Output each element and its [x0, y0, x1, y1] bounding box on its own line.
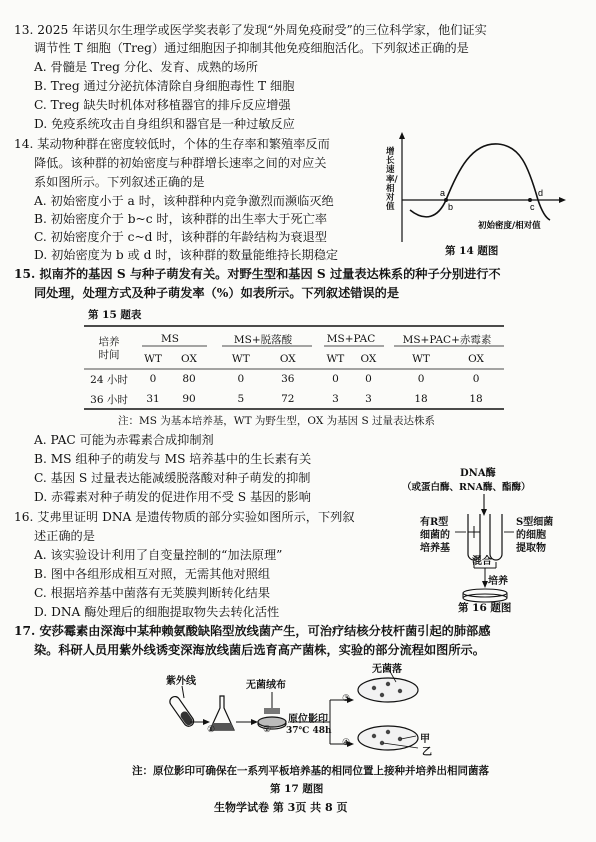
q16-option-b: B. 图中各组形成相互对照，无需其他对照组 — [34, 567, 271, 581]
q15-stem-line1: 15. 拟南芥的基因 S 与种子萌发有关。对野生型和基因 S 过量表达株系的种子分别进行不 — [14, 267, 501, 281]
q16-right-line1: S型细菌 — [516, 517, 554, 528]
q15-cell: 31 — [146, 393, 160, 405]
q15-sub-header: OX — [360, 353, 377, 365]
q17-label-yi: 乙 — [422, 747, 432, 758]
page-footer: 生物学试卷 第 3页 共 8 页 — [214, 801, 348, 814]
q16-option-a: A. 该实验设计利用了自变量控制的“加法原理” — [34, 548, 283, 562]
q15-corner-2: 时间 — [98, 349, 120, 361]
q16-stem-line2: 述正确的是 — [34, 529, 95, 543]
q17-stem-line1: 17. 安莎霉素由深海中某种赖氨酸缺陷型放线菌产生，可治疗结核分枝杆菌引起的肺部感 — [14, 624, 491, 638]
q14-curve — [410, 144, 550, 220]
q15-cell: 0 — [149, 373, 157, 385]
q15-table-title: 第 15 题表 — [88, 309, 142, 321]
q14-point-a: a — [440, 188, 446, 198]
q17-note: 注：原位影印可确保在一系列平板培养基的相同位置上接种并培养出相同菌落 — [132, 765, 489, 777]
q17-stem-line2: 染。科研人员用紫外线诱变深海放线菌后选育高产菌株，实验的部分流程如图所示。 — [34, 643, 485, 657]
q16-left-line3: 培养基 — [420, 543, 450, 554]
q15-cell: 72 — [281, 393, 295, 405]
q16-right-line3: 提取物 — [516, 543, 546, 554]
q13-option-c: C. Treg 缺失时机体对移植器官的排斥反应增强 — [34, 98, 291, 112]
q17-caption: 第 17 题图 — [270, 783, 324, 795]
q15-cell: 0 — [365, 373, 372, 385]
q15-cell: 0 — [332, 373, 339, 385]
table-row — [84, 369, 502, 389]
q14-stem-line2: 降低。该种群的初始密度与种群增长速率之间的对应关 — [34, 156, 327, 170]
q15-option-b: B. MS 组种子的萌发与 MS 培养基中的生长素有关 — [34, 452, 312, 466]
q17-step-1: ① — [207, 725, 216, 735]
q17-cloth-label: 无菌绒布 — [246, 680, 286, 691]
q15-group-header: MS — [161, 333, 179, 345]
q15-cell: 0 — [472, 373, 480, 385]
q15-option-d: D. 赤霉素对种子萌发的促进作用不受 S 基因的影响 — [34, 490, 311, 504]
q16-right-label — [516, 516, 553, 555]
q17-replica-label: 原位影印 — [288, 714, 328, 725]
q17-label-jia: 甲 — [420, 734, 430, 745]
q15-table — [84, 329, 502, 409]
q15-table-note: 注：MS 为基本培养基，WT 为野生型，OX 为基因 S 过量表达株系 — [118, 415, 436, 427]
q13-option-d: D. 免疫系统攻击自身组织和器官是一种过敏反应 — [34, 117, 295, 131]
q17-uv-label: 紫外线 — [166, 676, 196, 687]
q15-cell: 5 — [237, 393, 245, 405]
q17-no-colony-label: 无菌落 — [372, 664, 402, 675]
q17-step-4: ④ — [342, 738, 351, 748]
q17-step-3: ③ — [342, 694, 351, 704]
q14-option-c: C. 初始密度介于 c~d 时，该种群的年龄结构为衰退型 — [34, 230, 327, 244]
q16-stem-line1: 16. 艾弗里证明 DNA 是遗传物质的部分实验如图所示，下列叙 — [14, 510, 355, 524]
q15-cell: 18 — [414, 393, 428, 405]
q13-option-a: A. 骨髓是 Treg 分化、发育、成熟的场所 — [34, 60, 258, 74]
q15-sub-header: OX — [468, 353, 484, 365]
q14-caption: 第 14 题图 — [445, 245, 499, 257]
q16-mix-label: 混合 — [472, 556, 492, 567]
q15-sub-header: OX — [181, 353, 197, 365]
q16-dnase-label: DNA酶 — [460, 468, 496, 479]
q15-cell: 0 — [237, 373, 245, 385]
q15-sub-header: WT — [231, 353, 250, 365]
q16-right-line2: 的细胞 — [516, 530, 546, 541]
q13-stem-line2: 调节性 T 细胞（Treg）通过细胞因子抑制其他免疫细胞活化。下列叙述正确的是 — [34, 41, 469, 55]
q15-cell: 36 — [281, 373, 295, 385]
q15-sub-header: WT — [326, 353, 345, 365]
q15-cell: 18 — [469, 393, 483, 405]
q16-left-line1: 有R型 — [420, 517, 449, 528]
q15-group-header: MS+脱落酸 — [233, 333, 293, 346]
q15-sub-header: WT — [412, 353, 430, 365]
q15-time-cell: 36 小时 — [90, 393, 128, 406]
q15-sub-header: OX — [279, 353, 296, 365]
q15-cell: 3 — [332, 393, 339, 405]
q15-group-header: MS+PAC+赤霉素 — [402, 333, 492, 346]
q15-cell: 80 — [182, 373, 196, 385]
q16-option-d: D. DNA 酶处理后的细胞提取物失去转化活性 — [34, 605, 280, 619]
q16-culture-label: 培养 — [488, 576, 508, 587]
q16-left-line2: 细菌的 — [420, 530, 450, 541]
q14-point-c: c — [530, 202, 535, 212]
q16-enzyme-alternatives: （或蛋白酶、RNA酶、酯酶） — [402, 482, 531, 493]
q15-group-header: MS+PAC — [326, 333, 376, 345]
q14-y-label: 增长速率/相对值 — [386, 147, 398, 213]
q15-option-c: C. 基因 S 过量表达能减缓脱落酸对种子萌发的抑制 — [34, 471, 311, 485]
q15-time-cell: 24 小时 — [90, 373, 128, 386]
q14-x-label: 初始密度/相对值 — [478, 221, 541, 231]
q14-point-d: d — [538, 188, 544, 198]
q17-condition-label: 37℃ 48h — [286, 726, 332, 736]
q15-option-a: A. PAC 可能为赤霉素合成抑制剂 — [34, 433, 214, 447]
q16-caption: 第 16 题图 — [458, 602, 512, 614]
q15-stem-line2: 同处理，处理方式及种子萌发率（%）如表所示。下列叙述错误的是 — [34, 286, 400, 300]
q16-option-c: C. 根据培养基中菌落有无荚膜判断转化结果 — [34, 586, 271, 600]
q15-corner — [84, 329, 134, 369]
q14-stem-line1: 14. 某动物种群在密度较低时，个体的生存率和繁殖率反而 — [14, 137, 330, 151]
q15-cell: 0 — [417, 373, 425, 385]
q15-cell: 3 — [365, 393, 372, 405]
q15-sub-header: WT — [144, 353, 162, 365]
q15-cell: 90 — [182, 393, 196, 405]
q16-left-label — [420, 516, 450, 555]
q14-stem-line3: 系如图所示。下列叙述正确的是 — [34, 175, 205, 189]
q14-option-a: A. 初始密度小于 a 时，该种群种内竞争激烈而濒临灭绝 — [34, 194, 334, 208]
q17-step-2: ② — [263, 725, 272, 735]
q13-stem-line1: 13. 2025 年诺贝尔生理学或医学奖表彰了发现“外周免疫耐受”的三位科学家，他们证实 — [14, 23, 487, 37]
q13-option-b: B. Treg 通过分泌抗体清除自身细胞毒性 T 细胞 — [34, 79, 295, 93]
q14-growth-curve-figure — [380, 130, 570, 245]
q14-option-d: D. 初始密度为 b 或 d 时，该种群的数量能维持长期稳定 — [34, 248, 339, 262]
q15-corner-1: 培养 — [98, 336, 120, 348]
q14-option-b: B. 初始密度介于 b~c 时，该种群的出生率大于死亡率 — [34, 212, 328, 226]
q14-point-b: b — [448, 202, 454, 212]
table-row — [84, 389, 502, 409]
